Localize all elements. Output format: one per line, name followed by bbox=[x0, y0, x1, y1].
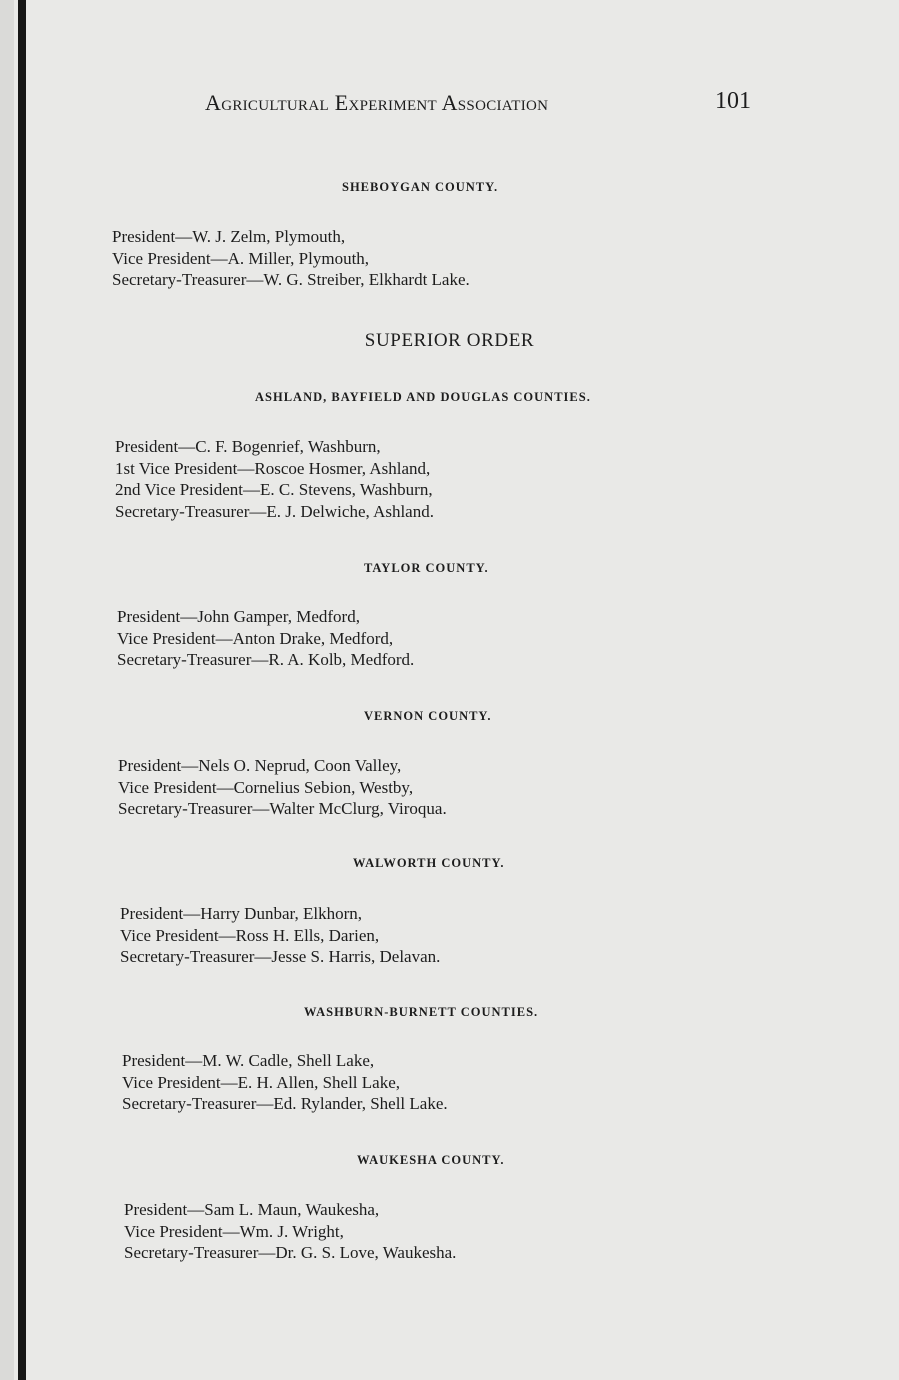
officer-line: President—Harry Dunbar, Elkhorn, bbox=[120, 904, 362, 923]
officer-line: Secretary-Treasurer—Dr. G. S. Love, Waukesha. bbox=[124, 1243, 457, 1262]
officer-line: President—Sam L. Maun, Waukesha, bbox=[124, 1200, 380, 1219]
officer-list-sheboygan bbox=[112, 226, 470, 291]
officer-list-taylor bbox=[117, 606, 414, 671]
officer-line: Vice President—Wm. J. Wright, bbox=[124, 1221, 344, 1241]
officer-line: Secretary-Treasurer—R. A. Kolb, Medford. bbox=[117, 650, 415, 669]
order-title: SUPERIOR ORDER bbox=[364, 330, 535, 351]
officer-line: Vice President—E. H. Allen, Shell Lake, bbox=[122, 1072, 401, 1092]
officer-line: Vice President—Ross H. Ells, Darien, bbox=[120, 925, 380, 945]
officer-list-walworth bbox=[120, 903, 440, 968]
page-header bbox=[205, 88, 765, 124]
officer-line: President—C. F. Bogenrief, Washburn, bbox=[115, 437, 381, 456]
officer-line: Secretary-Treasurer—Jesse S. Harris, Delavan. bbox=[120, 947, 441, 966]
officer-line: President—Nels O. Neprud, Coon Valley, bbox=[118, 756, 402, 775]
officer-line: Secretary-Treasurer—Ed. Rylander, Shell Lake. bbox=[122, 1094, 448, 1113]
officer-line: 1st Vice President—Roscoe Hosmer, Ashland, bbox=[115, 458, 431, 478]
officer-line: President—M. W. Cadle, Shell Lake, bbox=[122, 1051, 375, 1070]
officer-line: President—W. J. Zelm, Plymouth, bbox=[112, 227, 346, 246]
county-heading-vernon: VERNON COUNTY. bbox=[364, 709, 492, 723]
officer-line: 2nd Vice President—E. C. Stevens, Washburn, bbox=[115, 480, 433, 499]
page-binding-edge bbox=[0, 0, 14, 1380]
officer-list-waukesha bbox=[124, 1199, 456, 1264]
officer-line: Secretary-Treasurer—E. J. Delwiche, Ashland. bbox=[115, 501, 434, 521]
page-binding-shadow bbox=[18, 0, 26, 1380]
county-heading-walworth: WALWORTH COUNTY. bbox=[353, 856, 505, 870]
officer-line: Vice President—A. Miller, Plymouth, bbox=[112, 248, 370, 268]
officer-line: Vice President—Cornelius Sebion, Westby, bbox=[118, 777, 414, 797]
county-heading-ashland-bayfield-douglas: ASHLAND, BAYFIELD AND DOUGLAS COUNTIES. bbox=[255, 390, 591, 404]
county-heading-washburn-burnett: WASHBURN-BURNETT COUNTIES. bbox=[304, 1005, 539, 1019]
officer-line: Secretary-Treasurer—W. G. Streiber, Elkhardt Lake. bbox=[112, 270, 470, 289]
officer-line: Vice President—Anton Drake, Medford, bbox=[117, 628, 394, 648]
county-heading-taylor: TAYLOR COUNTY. bbox=[364, 561, 489, 575]
officer-list-washburn-burnett bbox=[122, 1050, 448, 1115]
running-title: Agricultural Experiment Association bbox=[205, 90, 549, 115]
officer-list-vernon bbox=[118, 755, 447, 820]
county-heading-sheboygan: SHEBOYGAN COUNTY. bbox=[342, 180, 499, 194]
page-number: 101 bbox=[715, 88, 751, 114]
officer-list-ashland-bayfield-douglas bbox=[115, 436, 434, 522]
officer-line: President—John Gamper, Medford, bbox=[117, 607, 360, 626]
officer-line: Secretary-Treasurer—Walter McClurg, Viroqua. bbox=[118, 799, 447, 818]
county-heading-waukesha: WAUKESHA COUNTY. bbox=[357, 1153, 505, 1167]
